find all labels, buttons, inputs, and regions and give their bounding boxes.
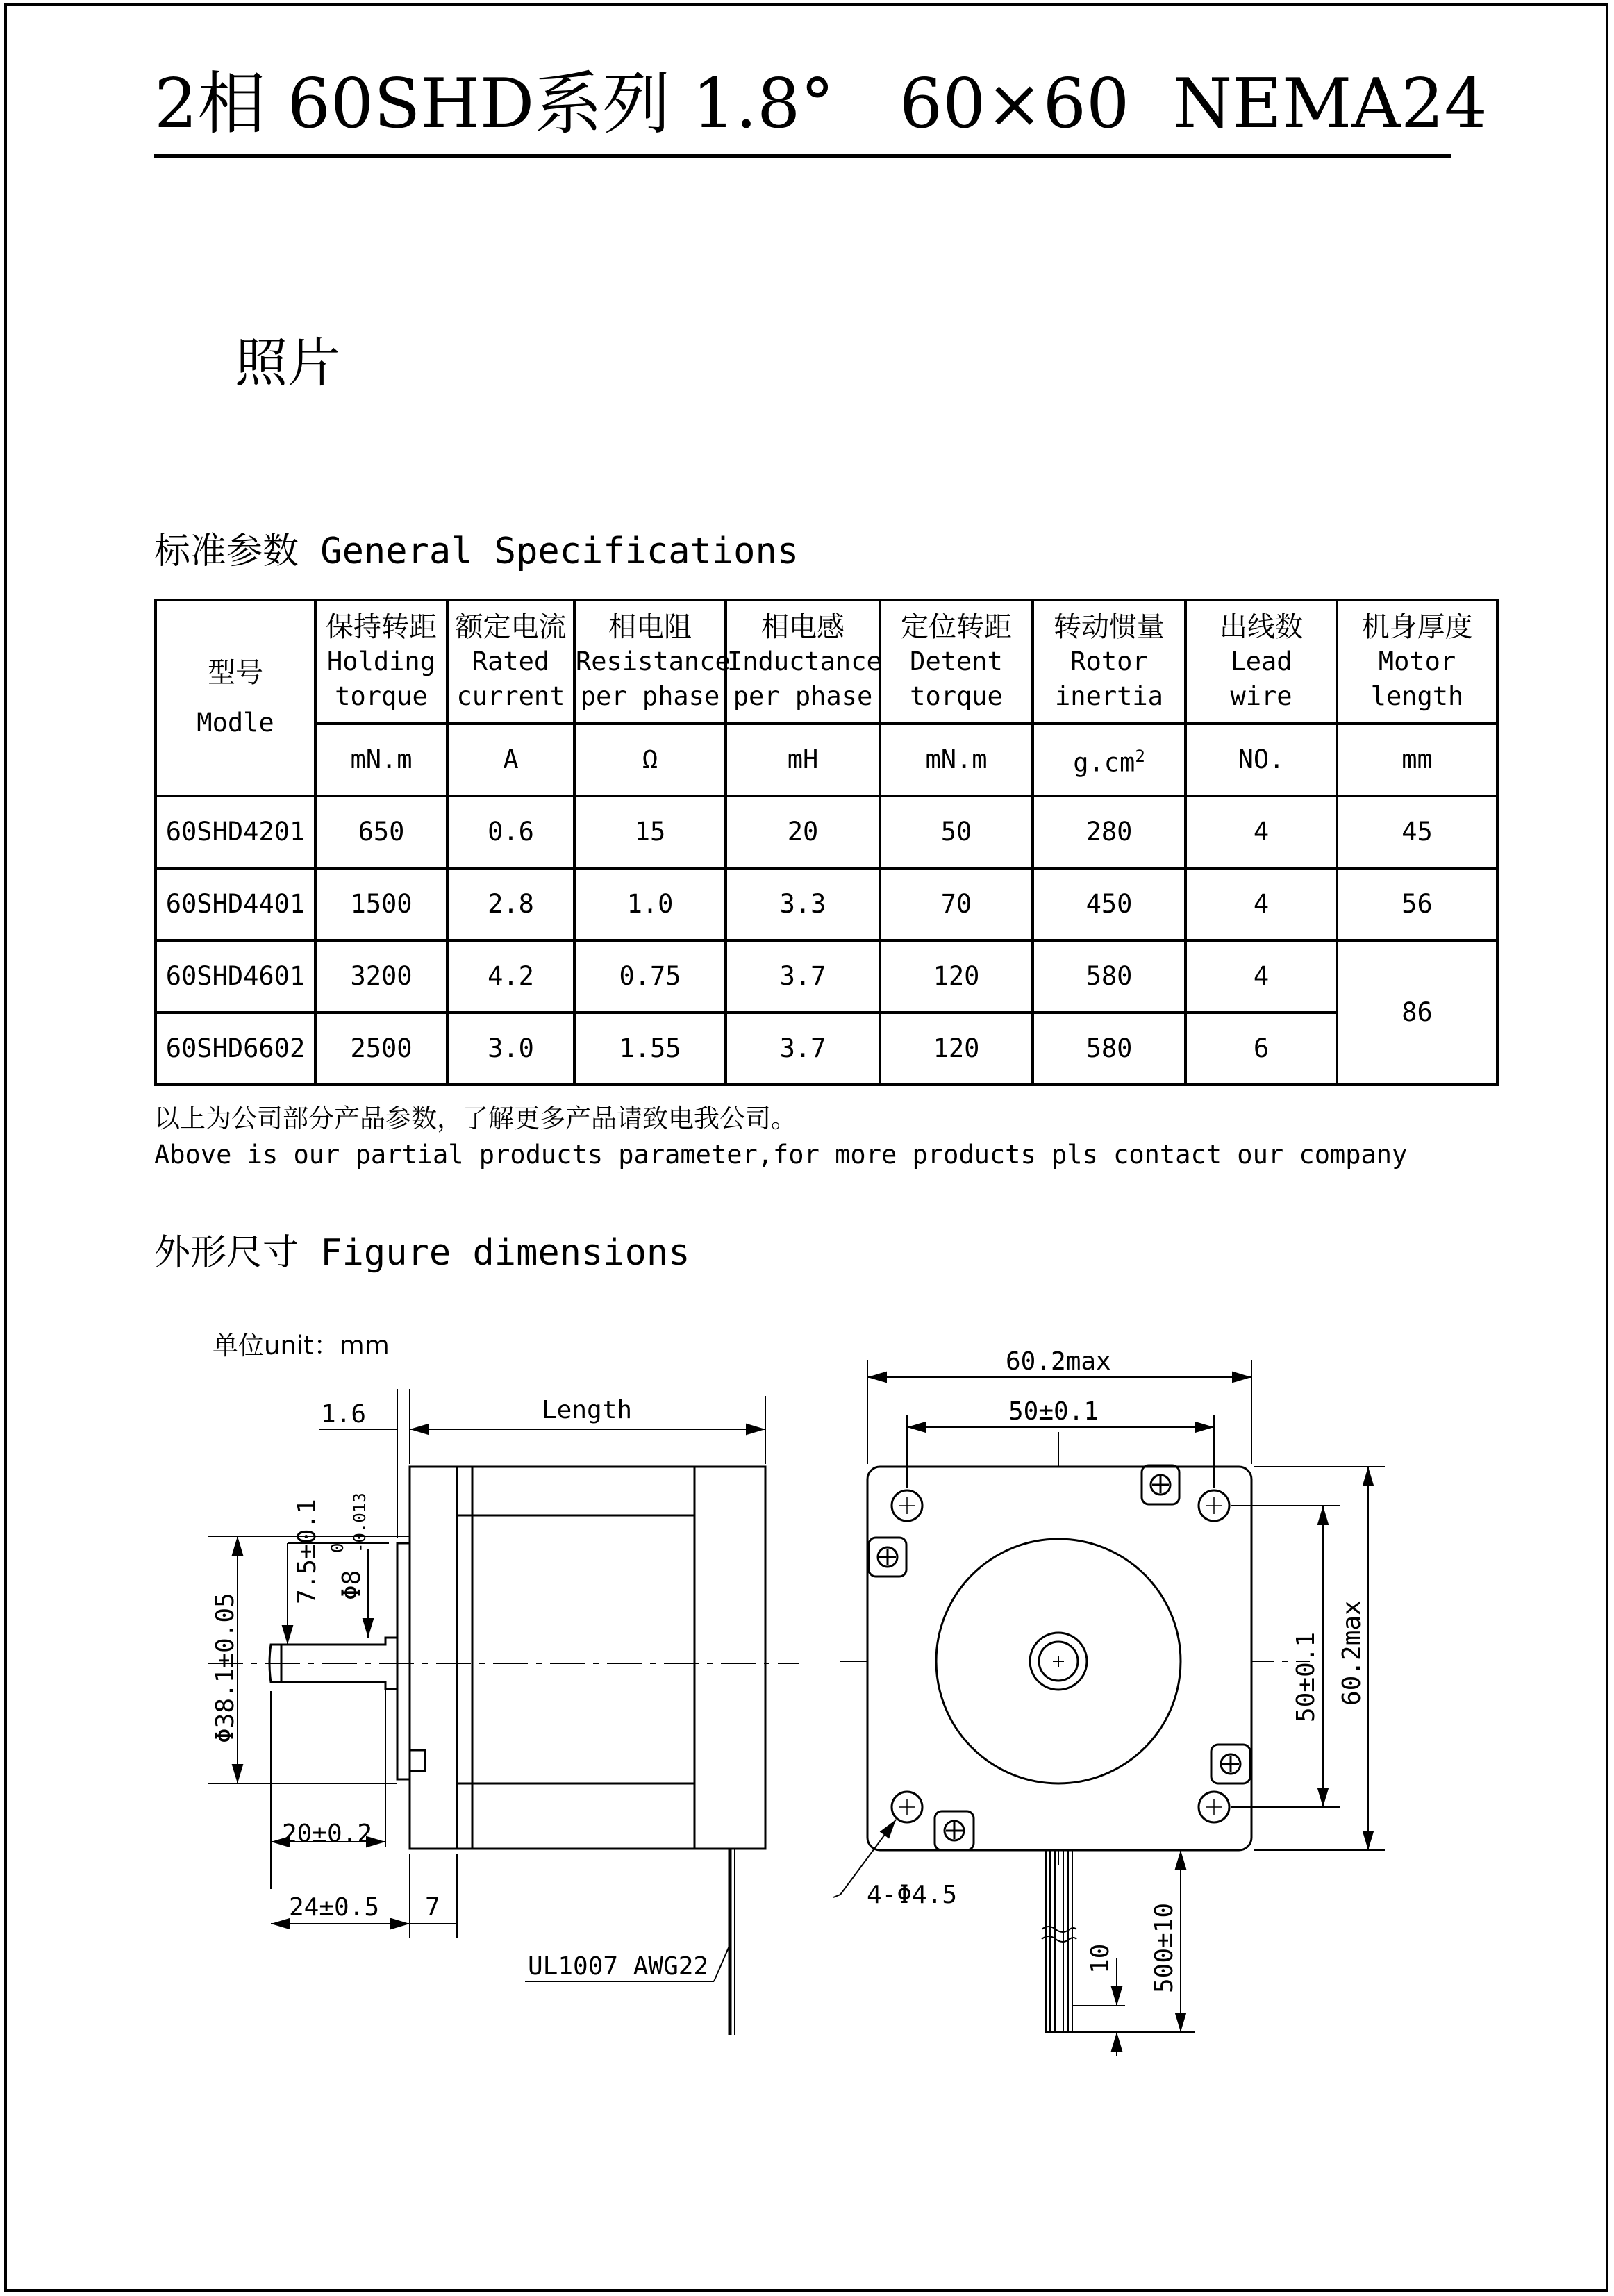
specs-section-title: 标准参数 General Specifications [154, 531, 799, 572]
unit-cell: mN.m [315, 724, 447, 796]
figure-section-title: 外形尺寸 Figure dimensions [154, 1232, 690, 1274]
table-cell: 1500 [315, 868, 447, 940]
table-cell: 4 [1185, 796, 1337, 868]
model-cell: 60SHD4201 [156, 796, 315, 868]
dim-width-max: 60.2max [1006, 1347, 1111, 1376]
table-cell: 15 [574, 796, 726, 868]
unit-cell: mN.m [880, 724, 1033, 796]
table-cell: 580 [1033, 1013, 1185, 1085]
dim-shaft-tol-upper: 0 [328, 1542, 347, 1553]
table-cell: 56 [1337, 868, 1497, 940]
dim-length: Length [542, 1396, 633, 1424]
table-cell: 2.8 [447, 868, 574, 940]
column-header: 相电感 Inductance per phase [726, 600, 880, 724]
wire-spec: UL1007 AWG22 [528, 1952, 709, 1981]
table-cell: 3.7 [726, 1013, 880, 1085]
unit-cell: A [447, 724, 574, 796]
front-flange [867, 1467, 1251, 1850]
column-header: 额定电流 Rated current [447, 600, 574, 724]
table-cell: 3200 [315, 940, 447, 1013]
unit-cell: mH [726, 724, 880, 796]
table-cell: 86 [1337, 940, 1497, 1085]
table-cell: 650 [315, 796, 447, 868]
unit-cell: $g.cm^2$ [1033, 724, 1185, 796]
table-cell: 580 [1033, 940, 1185, 1013]
unit-cell: Ω [574, 724, 726, 796]
column-header: 保持转距 Holding torque [315, 600, 447, 724]
table-cell: 70 [880, 868, 1033, 940]
boss [397, 1543, 410, 1779]
note-en: Above is our partial products parameter,for more products pls contact our company [154, 1140, 1408, 1170]
table-cell: 45 [1337, 796, 1497, 868]
photo-label: 照片 [235, 332, 340, 394]
table-cell: 0.75 [574, 940, 726, 1013]
unit-label: 单位unit：mm [213, 1331, 390, 1361]
dim-height-max: 60.2max [1338, 1600, 1366, 1706]
table-cell: 2500 [315, 1013, 447, 1085]
dim-lead-offset: 7 [425, 1893, 440, 1922]
model-header-en: Modle [197, 708, 274, 738]
dim-lead-length: 500±10 [1150, 1902, 1179, 1993]
table-cell: 450 [1033, 868, 1185, 940]
dim-shaft-flat-length: 20±0.2 [282, 1820, 373, 1848]
dim-shaft-flat: 7.5±0.1 [293, 1499, 322, 1604]
model-cell: 60SHD4401 [156, 868, 315, 940]
dim-boss-diameter: Φ38.1±0.05 [211, 1592, 240, 1743]
table-cell: 1.0 [574, 868, 726, 940]
unit-cell: NO. [1185, 724, 1337, 796]
table-cell: 280 [1033, 796, 1185, 868]
dim-holes: 4-Φ4.5 [867, 1881, 958, 1909]
table-cell: 3.0 [447, 1013, 574, 1085]
dim-shaft-diameter: Φ8 [338, 1570, 366, 1600]
dim-shaft-tol-lower: -0.013 [350, 1492, 369, 1553]
column-header: 转动惯量 Rotor inertia [1033, 600, 1185, 724]
table-cell: 4.2 [447, 940, 574, 1013]
unit-cell: mm [1337, 724, 1497, 796]
table-cell: 4 [1185, 868, 1337, 940]
model-header-cn: 型号 [208, 657, 263, 689]
column-header: 出线数 Lead wire [1185, 600, 1337, 724]
column-header: 定位转距 Detent torque [880, 600, 1033, 724]
table-cell: 3.3 [726, 868, 880, 940]
dim-shaft-length: 24±0.5 [289, 1893, 380, 1922]
table-cell: 50 [880, 796, 1033, 868]
column-header: 相电阻 Resistance per phase [574, 600, 726, 724]
table-cell: 4 [1185, 940, 1337, 1013]
dim-strip-length: 10 [1086, 1943, 1115, 1974]
dim-hole-pitch-v: 50±0.1 [1292, 1631, 1320, 1722]
table-cell: 6 [1185, 1013, 1337, 1085]
table-cell: 0.6 [447, 796, 574, 868]
table-cell: 20 [726, 796, 880, 868]
table-cell: 3.7 [726, 940, 880, 1013]
page-title: 2相 60SHD系列 1.8° 60×60 NEMA24 [154, 65, 1488, 144]
table-cell: 1.55 [574, 1013, 726, 1085]
side-screw [410, 1750, 425, 1771]
front-view [867, 1465, 1251, 2032]
motor-body [410, 1467, 765, 1849]
table-cell: 120 [880, 940, 1033, 1013]
side-dimension-labels [211, 1396, 708, 1981]
note-cn: 以上为公司部分产品参数，了解更多产品请致电我公司。 [154, 1104, 797, 1133]
table-cell: 120 [880, 1013, 1033, 1085]
model-cell: 60SHD6602 [156, 1013, 315, 1085]
model-cell: 60SHD4601 [156, 940, 315, 1013]
column-header: 机身厚度 Motor length [1337, 600, 1497, 724]
dim-hole-pitch-h: 50±0.1 [1008, 1397, 1099, 1426]
dim-flange-thickness: 1.6 [321, 1400, 367, 1429]
